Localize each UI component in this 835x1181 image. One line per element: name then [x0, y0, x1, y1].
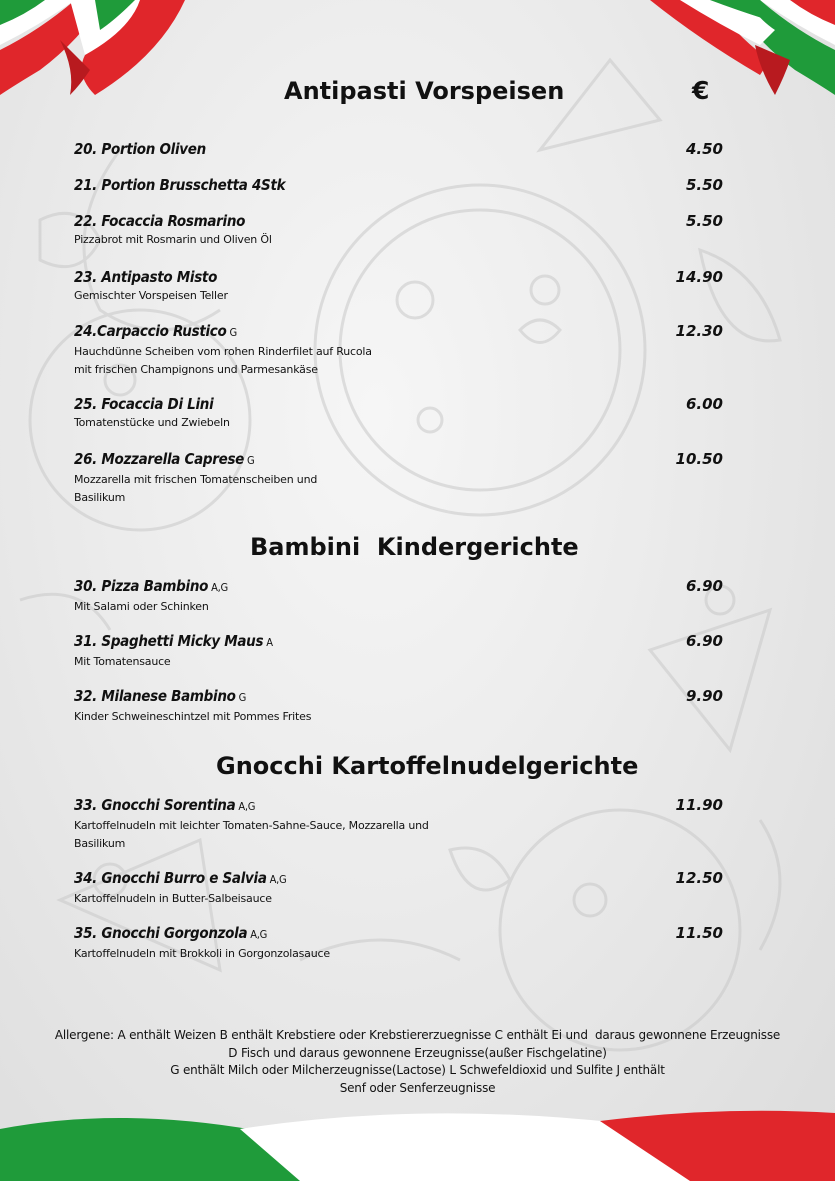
item-allergens: A	[266, 636, 273, 649]
footnote-line: G enthält Milch oder Milcherzeugnisse(Lactose) L Schwefeldioxid und Sulfite J enthält	[170, 1063, 665, 1077]
item-price: 6.90	[685, 632, 723, 650]
item-name: 33. Gnocchi Sorentina A,G	[74, 796, 256, 814]
item-name: 20. Portion Oliven	[74, 140, 206, 158]
item-price: 11.50	[675, 924, 723, 942]
item-description: Basilikum	[74, 837, 126, 850]
menu-item	[74, 449, 729, 507]
item-description: Kartoffelnudeln mit Brokkoli in Gorgonzolasauce	[74, 947, 330, 960]
item-description: Kartoffelnudeln mit leichter Tomaten-Sahne-Sauce, Mozzarella und	[74, 819, 429, 832]
item-name: 23. Antipasto Misto	[74, 268, 218, 286]
item-description: Kinder Schweineschintzel mit Pommes Frites	[74, 710, 312, 723]
item-price: 9.90	[685, 687, 723, 705]
item-description: mit frischen Champignons und Parmesankäse	[74, 363, 318, 376]
currency-header: €	[692, 76, 710, 105]
item-description: Mozzarella mit frischen Tomatenscheiben und	[74, 473, 318, 486]
menu-item	[74, 139, 729, 159]
menu-item	[74, 686, 729, 726]
item-allergens: G	[247, 454, 255, 467]
section-title-gnocchi: Gnocchi Kartoffelnudelgerichte	[216, 752, 639, 780]
item-price: 4.50	[685, 140, 723, 158]
footnote-line: Allergene: A enthält Weizen B enthält Krebstiere oder Krebstiererzuegnisse C enthält Ei und daraus gewonnene Erzeugnisse	[54, 1028, 781, 1042]
item-description: Basilikum	[74, 491, 126, 504]
section-title-antipasti: Antipasti Vorspeisen	[284, 77, 565, 105]
item-price: 12.30	[675, 322, 723, 340]
flag-ribbon-top-right	[650, 0, 835, 110]
item-description: Mit Tomatensauce	[74, 655, 171, 668]
section-title-bambini: Bambini Kindergerichte	[250, 533, 579, 561]
footnote-line: Senf oder Senferzeugnisse	[339, 1080, 496, 1095]
item-name: 30. Pizza Bambino A,G	[74, 577, 228, 595]
menu-item	[74, 321, 729, 379]
item-name: 35. Gnocchi Gorgonzola A,G	[74, 924, 267, 942]
menu-item	[74, 631, 729, 671]
flag-ribbon-top-left	[0, 0, 190, 110]
menu-item	[74, 576, 729, 616]
menu-item	[74, 211, 729, 249]
item-allergens: A,G	[211, 581, 228, 594]
item-name: 21. Portion Brusschetta 4Stk	[74, 176, 286, 194]
menu-item	[74, 923, 729, 963]
item-price: 6.00	[685, 395, 723, 413]
menu-item	[74, 795, 729, 853]
item-name: 25. Focaccia Di Lini	[74, 395, 214, 413]
flag-band-bottom	[0, 1101, 835, 1181]
item-name: 26. Mozzarella Caprese G	[74, 450, 255, 468]
item-description: Gemischter Vorspeisen Teller	[74, 289, 228, 302]
menu-item	[74, 868, 729, 908]
item-name: 34. Gnocchi Burro e Salvia A,G	[74, 869, 287, 887]
allergen-footnote	[40, 1027, 795, 1097]
item-price: 5.50	[685, 176, 723, 194]
item-price: 5.50	[685, 212, 723, 230]
item-description: Tomatenstücke und Zwiebeln	[74, 416, 230, 429]
item-allergens: A,G	[250, 928, 267, 941]
item-description: Pizzabrot mit Rosmarin und Oliven Öl	[74, 233, 272, 246]
item-price: 6.90	[685, 577, 723, 595]
menu-item	[74, 175, 729, 195]
item-allergens: A,G	[238, 800, 256, 813]
item-allergens: G	[229, 326, 237, 339]
item-allergens: A,G	[269, 873, 287, 886]
item-description: Mit Salami oder Schinken	[74, 600, 209, 613]
item-price: 12.50	[675, 869, 723, 887]
item-name: 31. Spaghetti Micky Maus A	[74, 632, 273, 650]
item-name: 22. Focaccia Rosmarino	[74, 212, 246, 230]
menu-item	[74, 267, 729, 305]
item-allergens: G	[238, 691, 247, 704]
item-price: 10.50	[675, 450, 723, 468]
footnote-line: D Fisch und daraus gewonnene Erzeugnisse(außer Fischgelatine)	[228, 1045, 607, 1060]
item-price: 14.90	[675, 268, 723, 286]
item-name: 24.Carpaccio Rustico G	[74, 322, 237, 340]
item-price: 11.90	[675, 796, 723, 814]
item-name: 32. Milanese Bambino G	[74, 687, 247, 705]
item-description: Hauchdünne Scheiben vom rohen Rinderfilet auf Rucola	[74, 345, 372, 358]
menu-item	[74, 394, 729, 432]
item-description: Kartoffelnudeln in Butter-Salbeisauce	[74, 892, 272, 905]
